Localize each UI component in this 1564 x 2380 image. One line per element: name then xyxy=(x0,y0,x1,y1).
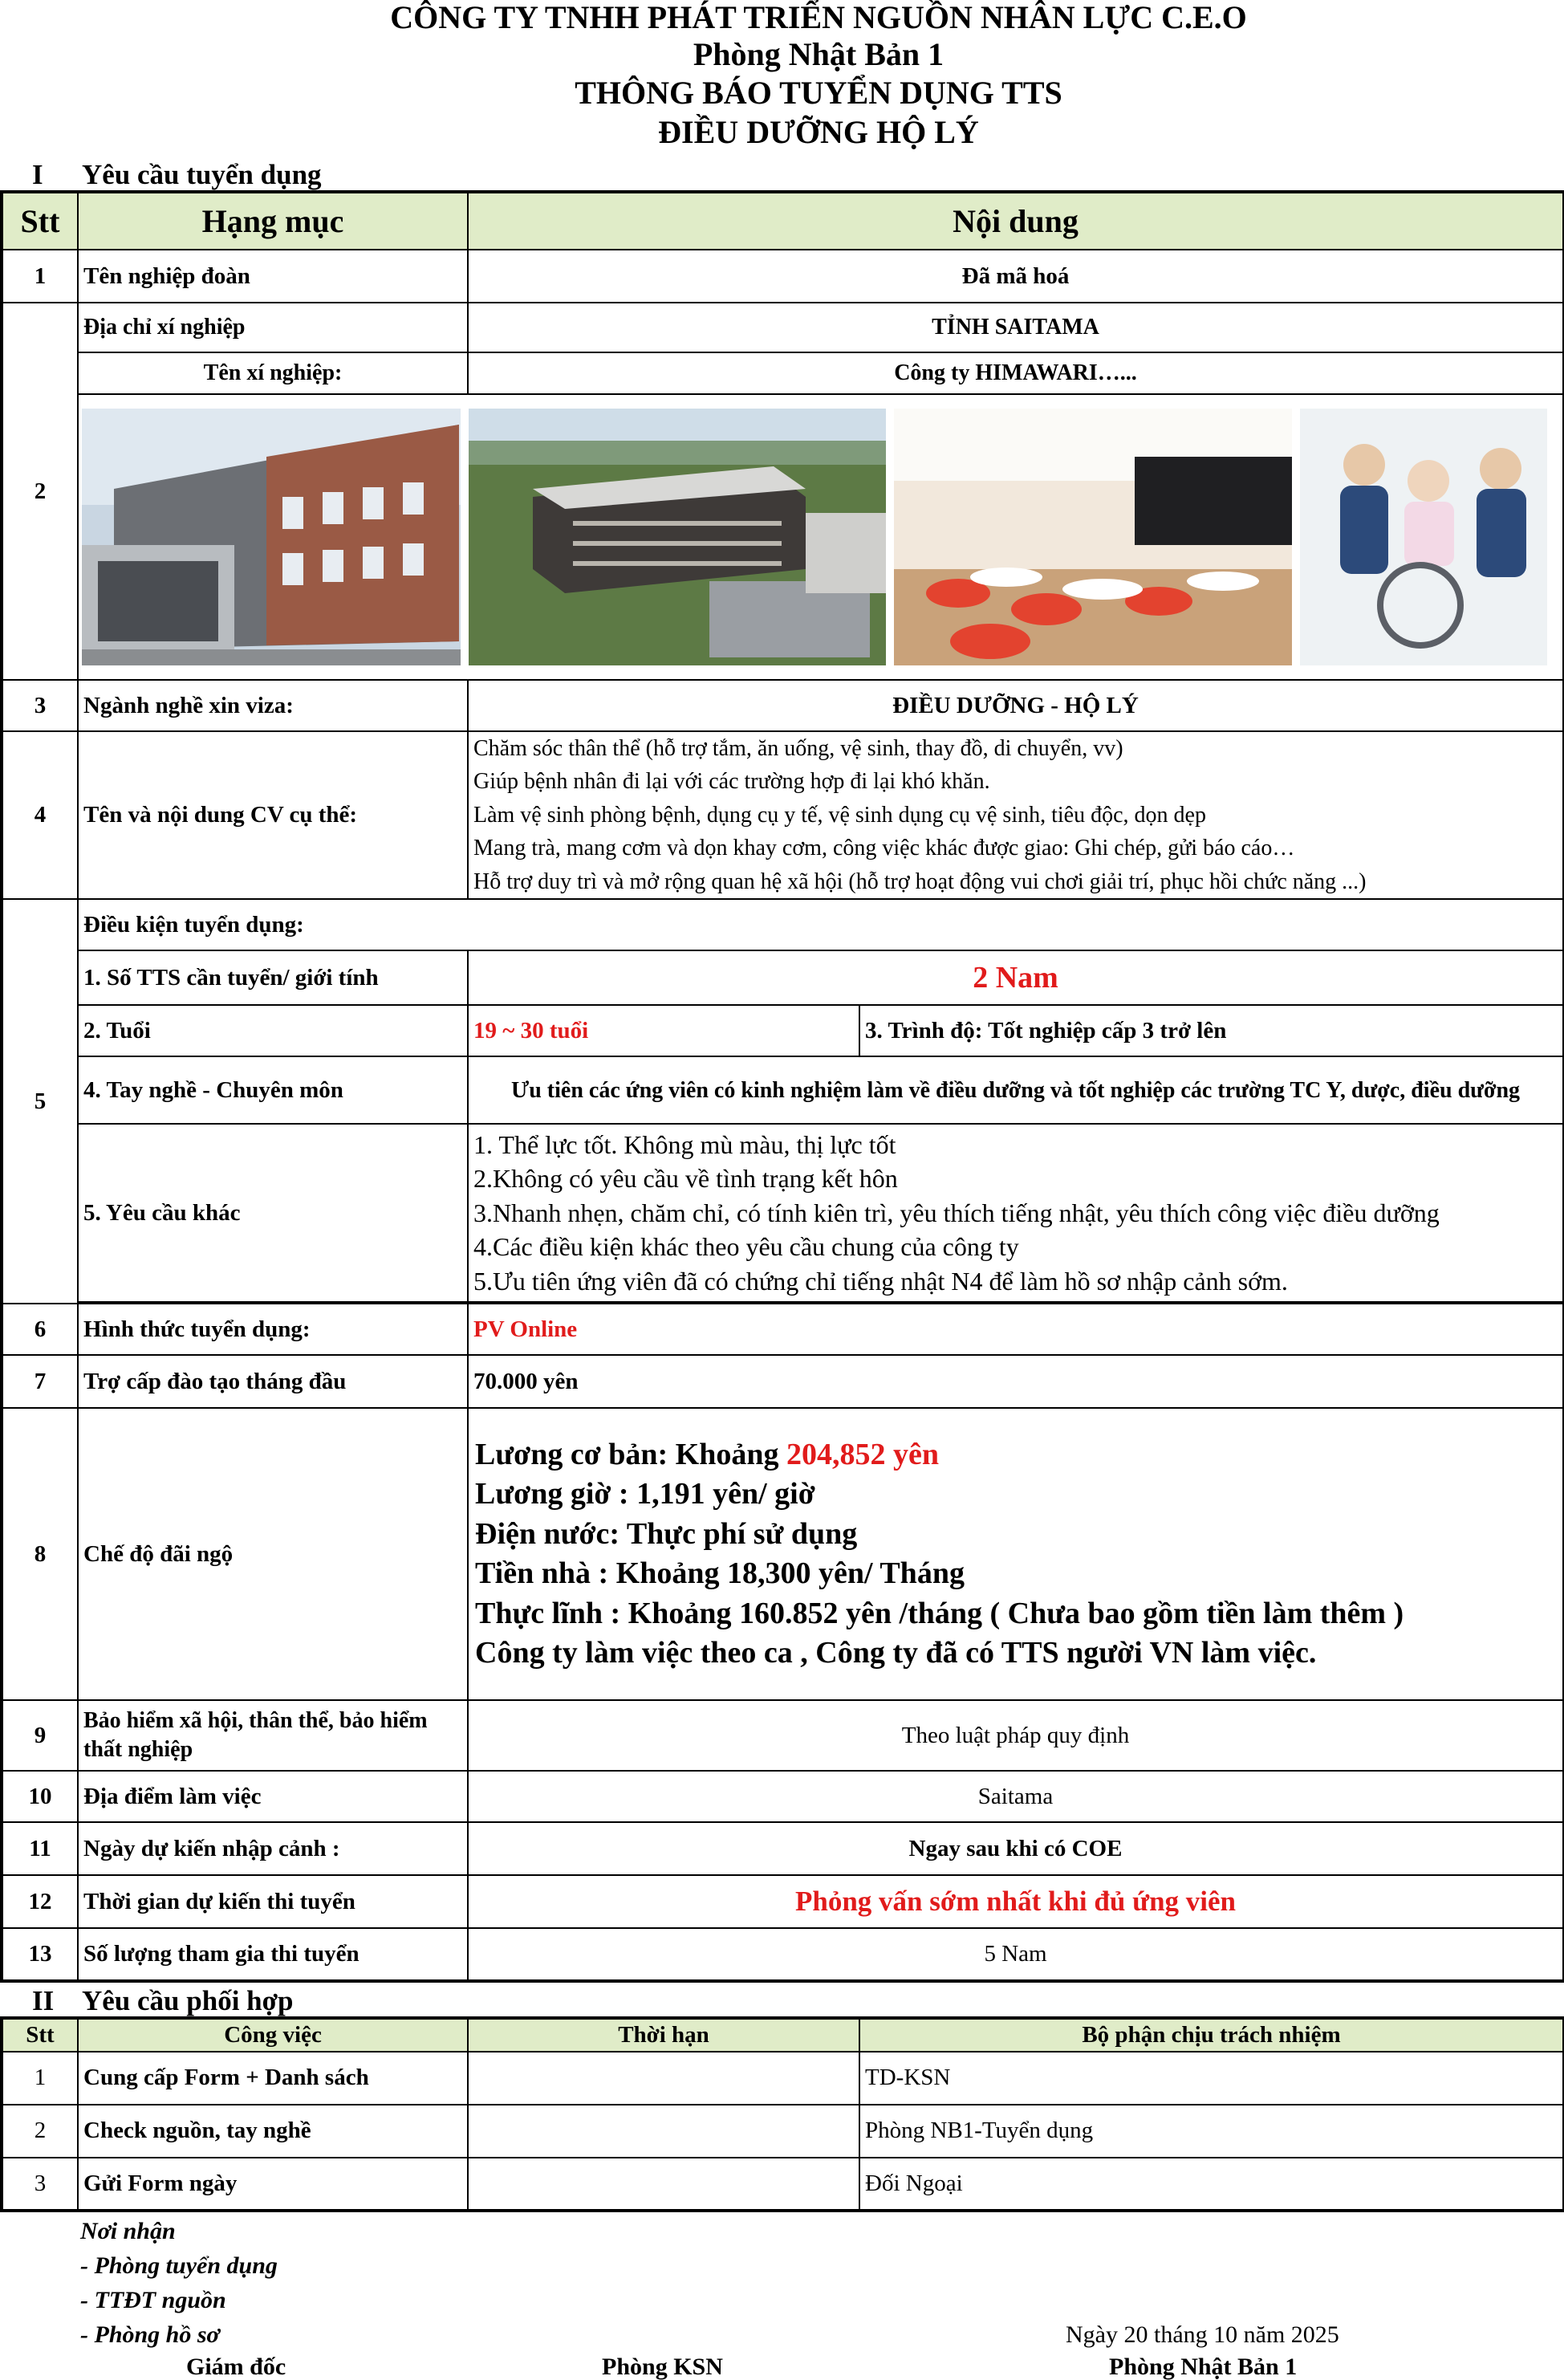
requirement-line: 2.Không có yêu cầu về tình trạng kết hôn xyxy=(473,1164,898,1194)
conditions-label: Điều kiện tuyển dụng: xyxy=(78,899,1564,950)
job-line: Giúp bệnh nhân đi lại với các trường hợp đi lại khó khăn. xyxy=(473,769,990,795)
row-stt: 10 xyxy=(2,1771,78,1822)
recipient-item: - TTĐT nguồn xyxy=(80,2287,226,2313)
exam-time-value: Phỏng vấn sớm nhất khi đủ ứng viên xyxy=(468,1875,1564,1928)
table-row xyxy=(2,2052,1564,2105)
section-2-heading xyxy=(32,1987,294,2015)
row-category: Ngày dự kiến nhập cảnh : xyxy=(78,1822,468,1875)
table-header-row xyxy=(2,192,1564,250)
company-name: CÔNG TY TNHH PHÁT TRIỂN NGUỒN NHÂN LỰC C.E.O xyxy=(390,0,1247,35)
row-stt: 1 xyxy=(2,250,78,303)
job-title: ĐIỀU DƯỠNG HỘ LÝ xyxy=(658,114,979,150)
notice-title: THÔNG BÁO TUYỂN DỤNG TTS xyxy=(575,75,1062,111)
count-label: 1. Số TTS cần tuyển/ giới tính xyxy=(78,950,468,1005)
header-deadline: Thời hạn xyxy=(468,2018,859,2052)
section-2-title: Yêu cầu phối hợp xyxy=(82,1985,294,2016)
row-task: Check nguồn, tay nghề xyxy=(78,2105,468,2158)
requirement-line: 4.Các điều kiện khác theo yêu cầu chung của công ty xyxy=(473,1232,1019,1262)
row-stt: 8 xyxy=(2,1408,78,1700)
net-salary: Thực lĩnh : Khoảng 160.852 yên /tháng ( Chưa bao gồm tiền làm thêm ) xyxy=(475,1596,1404,1630)
dining-hall-photo xyxy=(894,409,1292,665)
company-address-value: TỈNH SAITAMA xyxy=(468,303,1564,352)
section-1-number: I xyxy=(32,159,43,190)
row-owner: Đối Ngoại xyxy=(859,2158,1564,2211)
row-category: Tên nghiệp đoàn xyxy=(78,250,468,303)
count-value: 2 Nam xyxy=(468,950,1564,1005)
table-row xyxy=(2,2105,1564,2158)
row-stt: 1 xyxy=(2,2052,78,2105)
table-row xyxy=(2,1056,1564,1124)
row-stt: 4 xyxy=(2,731,78,899)
recruit-method-value: PV Online xyxy=(468,1304,1564,1355)
shift-note: Công ty làm việc theo ca , Công ty đã có TTS người VN làm việc. xyxy=(475,1635,1317,1670)
visa-occupation-value: ĐIỀU DƯỠNG - HỘ LÝ xyxy=(468,680,1564,731)
job-line: Chăm sóc thân thể (hỗ trợ tắm, ăn uống, vệ sinh, thay đồ, di chuyển, vv) xyxy=(473,736,1123,761)
row-category: Địa điểm làm việc xyxy=(78,1771,468,1822)
housing-cost: Tiền nhà : Khoảng 18,300 yên/ Tháng xyxy=(475,1556,965,1591)
job-description xyxy=(468,731,1564,899)
union-name-value: Đã mã hoá xyxy=(468,250,1564,303)
table-row xyxy=(2,1124,1564,1302)
table-row xyxy=(2,1875,1564,1928)
row-stt: 5 xyxy=(2,899,78,1304)
department-name: Phòng Nhật Bản 1 xyxy=(693,36,944,72)
table-row xyxy=(2,950,1564,1005)
row-owner: Phòng NB1-Tuyển dụng xyxy=(859,2105,1564,2158)
header-stt: Stt xyxy=(2,2018,78,2052)
row-stt: 11 xyxy=(2,1822,78,1875)
insurance-value: Theo luật pháp quy định xyxy=(468,1700,1564,1771)
row-stt: 3 xyxy=(2,680,78,731)
row-owner: TD-KSN xyxy=(859,2052,1564,2105)
recipient-item: - Phòng hồ sơ xyxy=(80,2321,220,2348)
row-category: Tên và nội dung CV cụ thể: xyxy=(78,731,468,899)
row-task: Gửi Form ngày xyxy=(78,2158,468,2211)
row-category: Thời gian dự kiến thi tuyển xyxy=(78,1875,468,1928)
requirement-line: 5.Ưu tiên ứng viên đã có chứng chỉ tiếng nhật N4 để làm hồ sơ nhập cảnh sớm. xyxy=(473,1267,1288,1296)
table-row xyxy=(2,352,1564,394)
row-stt: 13 xyxy=(2,1928,78,1981)
workplace-value: Saitama xyxy=(468,1771,1564,1822)
table-row xyxy=(2,250,1564,303)
row-category: Trợ cấp đào tạo tháng đầu xyxy=(78,1355,468,1408)
caregivers-photo xyxy=(1300,409,1547,665)
row-stt: 2 xyxy=(2,303,78,680)
signature-director: Giám đốc xyxy=(186,2354,286,2380)
row-stt: 7 xyxy=(2,1355,78,1408)
header-category: Hạng mục xyxy=(78,192,468,250)
utility-cost: Điện nước: Thực phí sử dụng xyxy=(475,1516,858,1551)
requirement-line: 1. Thể lực tốt. Không mù màu, thị lực tốt xyxy=(473,1129,896,1159)
basic-salary xyxy=(475,1435,1558,1475)
section-1-heading xyxy=(32,161,322,189)
basic-salary-amount: 204,852 yên xyxy=(786,1438,939,1472)
recipient-item: - Phòng tuyển dụng xyxy=(80,2252,278,2279)
recipients-title: Nơi nhận xyxy=(80,2218,176,2244)
table-row xyxy=(2,1304,1564,1355)
table-row xyxy=(2,1700,1564,1771)
company-name-value: Công ty HIMAWARI…... xyxy=(468,352,1564,394)
coordination-table xyxy=(0,2016,1564,2212)
table-header-row xyxy=(2,2018,1564,2052)
table-row xyxy=(2,731,1564,899)
table-row xyxy=(2,2158,1564,2211)
requirement-line: 3.Nhanh nhẹn, chăm chỉ, có tính kiên trì, yêu thích tiếng nhật, yêu thích công việc điều dưỡng xyxy=(473,1198,1440,1227)
benefits xyxy=(468,1408,1564,1700)
header-owner: Bộ phận chịu trách nhiệm xyxy=(859,2018,1564,2052)
aerial-facility-photo xyxy=(469,409,886,665)
table-row xyxy=(2,1408,1564,1700)
row-category: Chế độ đãi ngộ xyxy=(78,1408,468,1700)
other-requirements xyxy=(468,1124,1564,1302)
row-category: Hình thức tuyển dụng: xyxy=(78,1304,468,1355)
education-requirement: 3. Trình độ: Tốt nghiệp cấp 3 trở lên xyxy=(859,1005,1564,1056)
table-row xyxy=(2,680,1564,731)
document-date: Ngày 20 tháng 10 năm 2025 xyxy=(1066,2321,1339,2348)
training-allowance-value: 70.000 yên xyxy=(468,1355,1564,1408)
hourly-wage: Lương giờ : 1,191 yên/ giờ xyxy=(475,1477,815,1511)
row-deadline xyxy=(468,2158,859,2211)
basic-salary-label: Lương cơ bản: Khoảng xyxy=(475,1438,786,1472)
table-row xyxy=(2,1005,1564,1056)
row-deadline xyxy=(468,2105,859,2158)
header-stt: Stt xyxy=(2,192,78,250)
entry-date-value: Ngay sau khi có COE xyxy=(468,1822,1564,1875)
row-category: Bảo hiểm xã hội, thân thể, bảo hiểm thất nghiệp xyxy=(78,1700,468,1771)
skill-value: Ưu tiên các ứng viên có kinh nghiệm làm về điều dưỡng và tốt nghiệp các trường TC Y, dược, điều dưỡng xyxy=(468,1056,1564,1124)
exam-count-value: 5 Nam xyxy=(468,1928,1564,1981)
age-value: 19 ~ 30 tuổi xyxy=(468,1005,859,1056)
row-stt: 3 xyxy=(2,2158,78,2211)
row-stt: 12 xyxy=(2,1875,78,1928)
row-task: Cung cấp Form + Danh sách xyxy=(78,2052,468,2105)
section-2-number: II xyxy=(32,1985,55,2016)
header-task: Công việc xyxy=(78,2018,468,2052)
company-photos xyxy=(82,409,1562,665)
header-content: Nội dung xyxy=(468,192,1564,250)
table-row xyxy=(2,1771,1564,1822)
table-row xyxy=(2,1822,1564,1875)
building-exterior-photo xyxy=(82,409,461,665)
table-row xyxy=(2,1355,1564,1408)
skill-label: 4. Tay nghề - Chuyên môn xyxy=(78,1056,468,1124)
row-category: Địa chỉ xí nghiệp xyxy=(78,303,468,352)
row-deadline xyxy=(468,2052,859,2105)
company-name-label: Tên xí nghiệp: xyxy=(78,352,468,394)
table-row xyxy=(2,303,1564,352)
signature-ksn: Phòng KSN xyxy=(602,2354,723,2380)
other-req-label: 5. Yêu cầu khác xyxy=(78,1124,468,1302)
row-stt: 9 xyxy=(2,1700,78,1771)
job-line: Mang trà, mang cơm và dọn khay cơm, công việc khác được giao: Ghi chép, gửi báo cáo… xyxy=(473,836,1295,861)
section-1-title: Yêu cầu tuyển dụng xyxy=(82,159,322,190)
job-line: Hỗ trợ duy trì và mở rộng quan hệ xã hội (hỗ trợ hoạt động vui chơi giải trí, phục hồi chức năng ...) xyxy=(473,869,1367,894)
signature-japan-dept: Phòng Nhật Bản 1 xyxy=(1109,2354,1298,2380)
row-category: Ngành nghề xin viza: xyxy=(78,680,468,731)
requirements-table xyxy=(0,190,1564,1983)
row-stt: 2 xyxy=(2,2105,78,2158)
row-stt: 6 xyxy=(2,1304,78,1355)
table-row xyxy=(2,899,1564,950)
row-category: Số lượng tham gia thi tuyển xyxy=(78,1928,468,1981)
job-line: Làm vệ sinh phòng bệnh, dụng cụ y tế, vệ sinh dụng cụ vệ sinh, tiêu độc, dọn dẹp xyxy=(473,802,1206,828)
age-label: 2. Tuổi xyxy=(78,1005,468,1056)
table-row xyxy=(2,1928,1564,1981)
company-photos-row xyxy=(2,394,1564,680)
